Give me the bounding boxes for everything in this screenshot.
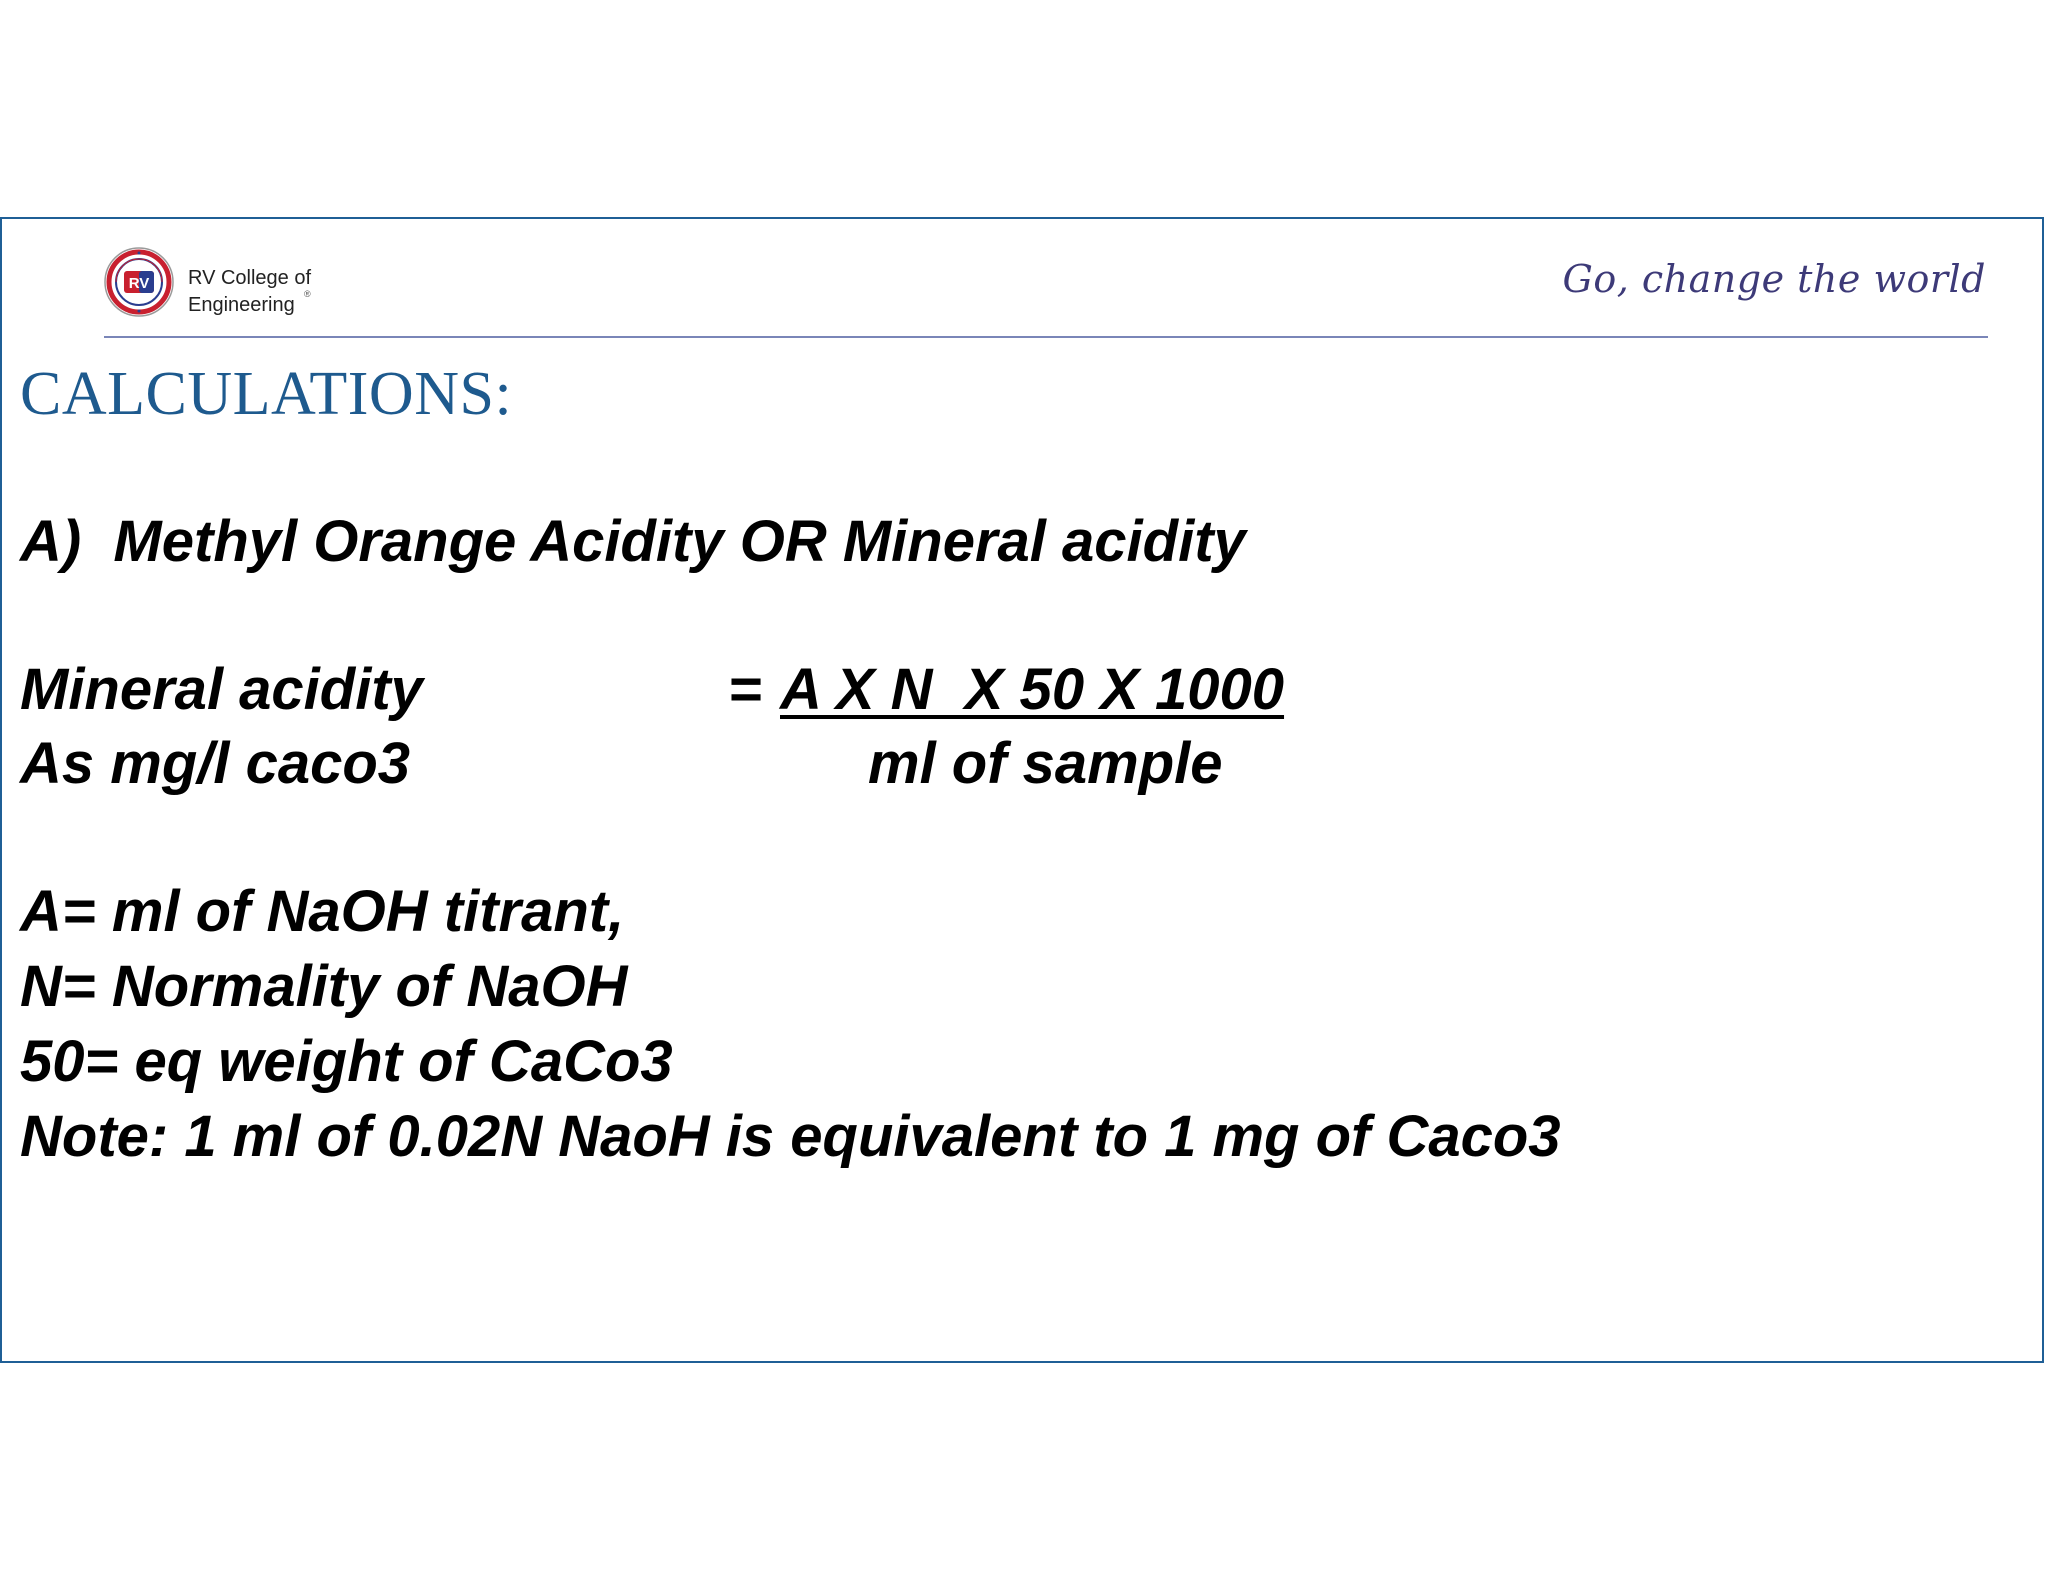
slide-frame: [0, 217, 2044, 1363]
college-name-line2: Engineering: [188, 294, 295, 316]
formula-denominator: ml of sample: [868, 731, 1223, 796]
note-text: Note: 1 ml of 0.02N NaoH is equivalent to 1 mg of Caco3: [20, 1104, 1561, 1169]
definition-a: A= ml of NaOH titrant,: [20, 879, 625, 944]
header-divider: [104, 336, 1988, 338]
college-name: [188, 265, 311, 319]
definition-n: N= Normality of NaOH: [20, 954, 628, 1019]
rv-seal-icon: [102, 245, 176, 319]
logo-text: RV: [128, 275, 150, 292]
registered-mark: ®: [304, 289, 311, 299]
section-heading: A) Methyl Orange Acidity OR Mineral acidity: [20, 509, 1246, 574]
formula-numerator: A X N X 50 X 1000: [780, 657, 1285, 722]
formula-equals: =: [728, 657, 762, 722]
definition-50: 50= eq weight of CaCo3: [20, 1029, 673, 1094]
formula-label-line1: Mineral acidity: [20, 657, 423, 722]
college-logo: [102, 245, 176, 319]
tagline: Go, change the world: [1562, 257, 1986, 301]
college-name-line1: RV College of: [188, 267, 312, 289]
slide-title: CALCULATIONS:: [20, 360, 513, 428]
formula-label-line2: As mg/l caco3: [20, 731, 411, 796]
